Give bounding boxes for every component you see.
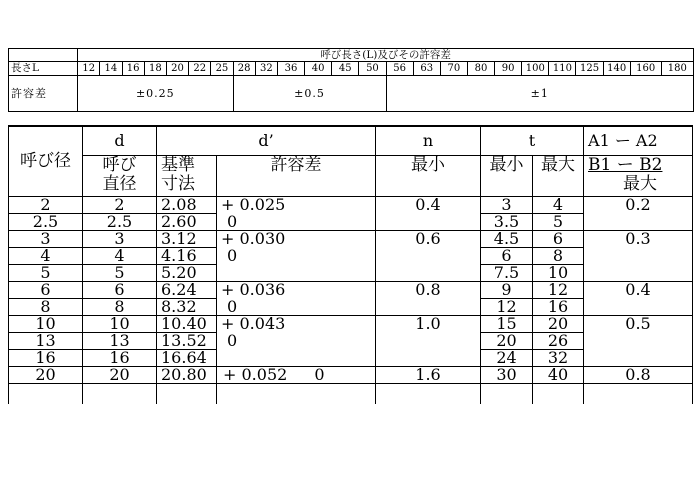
nominal-cell: 5	[9, 265, 83, 282]
n-min-header	[376, 156, 481, 197]
t-max-label: 最大	[541, 155, 576, 175]
t-max-header	[533, 156, 584, 197]
n-header: n	[376, 126, 481, 156]
length-cell: 28	[233, 62, 255, 76]
d-prime-tolerance-header	[217, 156, 376, 197]
t-min-cell: 20	[481, 333, 533, 350]
length-cell: 63	[413, 62, 440, 76]
length-cell: 36	[277, 62, 304, 76]
nominal-cell: 16	[9, 350, 83, 367]
d-prime-cell: 16.64	[157, 350, 217, 367]
n-min-cell: 0.4	[376, 197, 481, 231]
t-max-cell: 32	[533, 350, 584, 367]
length-cell: 18	[144, 62, 166, 76]
t-header: t	[481, 126, 584, 156]
t-max-cell: 6	[533, 231, 584, 248]
nominal-cell: 8	[9, 299, 83, 316]
b1b2-label: B1 ー B2	[588, 155, 663, 175]
tolerance-upper: + 0.043	[221, 314, 286, 333]
ab-max-cell: 0.8	[584, 367, 693, 384]
header-row-2	[9, 156, 693, 197]
table-row	[9, 231, 693, 248]
d-cell: 3	[83, 231, 157, 248]
dimension-table	[8, 125, 693, 404]
length-cell: 125	[576, 62, 603, 76]
d-cell: 4	[83, 248, 157, 265]
d-prime-cell: 5.20	[157, 265, 217, 282]
t-min-header	[481, 156, 533, 197]
tolerance-cell	[217, 197, 376, 231]
tolerance-group-cell: ±0.25	[78, 76, 233, 112]
nominal-cell: 4	[9, 248, 83, 265]
length-cell: 56	[386, 62, 413, 76]
nominal-header	[9, 151, 83, 197]
t-min-cell: 3	[481, 197, 533, 214]
length-cell: 40	[305, 62, 332, 76]
t-min-cell: 6	[481, 248, 533, 265]
t-min-cell: 12	[481, 299, 533, 316]
d-cell: 5	[83, 265, 157, 282]
t-min-cell: 30	[481, 367, 533, 384]
table-row	[9, 282, 693, 299]
empty-row	[9, 384, 693, 405]
length-cell: 160	[630, 62, 661, 76]
t-max-cell: 12	[533, 282, 584, 299]
table-row	[9, 197, 693, 214]
t-max-cell: 5	[533, 214, 584, 231]
nominal-cell: 10	[9, 316, 83, 333]
table-row	[9, 316, 693, 333]
empty-cell	[157, 384, 217, 405]
tolerance-upper: + 0.052	[223, 365, 288, 384]
t-min-cell: 3.5	[481, 214, 533, 231]
t-max-cell: 8	[533, 248, 584, 265]
ab-max-cell: 0.4	[584, 282, 693, 316]
t-min-cell: 15	[481, 316, 533, 333]
length-cell: 16	[122, 62, 144, 76]
d-nominal-line2: 直径	[102, 174, 137, 194]
length-tolerance-row	[9, 76, 694, 112]
d-nominal-line1: 呼び	[102, 155, 137, 175]
d-prime-basic-header	[157, 156, 217, 197]
length-cell: 110	[549, 62, 576, 76]
d-prime-cell: 4.16	[157, 248, 217, 265]
ab-max-cell: 0.2	[584, 197, 693, 231]
d-header: d	[83, 126, 157, 156]
ab-max-label: 最大	[623, 174, 658, 194]
d-cell: 2.5	[83, 214, 157, 231]
length-tolerance-table	[8, 48, 694, 112]
length-row-label: 長さL	[9, 62, 78, 76]
n-min-cell: 0.6	[376, 231, 481, 282]
t-max-cell: 20	[533, 316, 584, 333]
t-max-cell: 16	[533, 299, 584, 316]
a1a2-header: A1 ー A2	[584, 126, 693, 156]
tolerance-group-cell: ±0.5	[233, 76, 386, 112]
t-max-cell: 40	[533, 367, 584, 384]
length-cell: 22	[189, 62, 211, 76]
nominal-cell: 6	[9, 282, 83, 299]
empty-cell	[481, 384, 533, 405]
d-prime-cell: 6.24	[157, 282, 217, 299]
tolerance-lower: 0	[227, 331, 238, 350]
nominal-header-label: 呼び径	[20, 151, 71, 172]
tolerance-cell	[217, 367, 376, 384]
empty-cell	[584, 384, 693, 405]
nominal-cell: 2	[9, 197, 83, 214]
d-prime-cell: 10.40	[157, 316, 217, 333]
t-min-cell: 4.5	[481, 231, 533, 248]
t-max-cell: 26	[533, 333, 584, 350]
length-cell: 180	[661, 62, 693, 76]
length-cell: 45	[332, 62, 359, 76]
t-min-cell: 9	[481, 282, 533, 299]
d-prime-tolerance-label: 許容差	[270, 155, 322, 175]
tolerance-lower: 0	[227, 212, 238, 231]
t-min-label: 最小	[489, 155, 524, 175]
ab-max-cell: 0.3	[584, 231, 693, 282]
nominal-cell: 3	[9, 231, 83, 248]
d-cell: 2	[83, 197, 157, 214]
tolerance-upper: + 0.025	[221, 195, 286, 214]
d-prime-cell: 13.52	[157, 333, 217, 350]
length-cell: 25	[211, 62, 233, 76]
length-table-title: 呼び長さ(L)及びその許容差	[78, 49, 694, 62]
n-min-cell: 0.8	[376, 282, 481, 316]
length-cell: 100	[522, 62, 549, 76]
t-min-cell: 7.5	[481, 265, 533, 282]
length-cell: 80	[467, 62, 494, 76]
nominal-cell: 20	[9, 367, 83, 384]
ab-max-cell: 0.5	[584, 316, 693, 367]
empty-cell	[9, 384, 83, 405]
d-cell: 16	[83, 350, 157, 367]
tolerance-upper: + 0.030	[221, 229, 286, 248]
tolerance-lower: 0	[227, 297, 238, 316]
table-row	[9, 367, 693, 384]
length-cell: 90	[495, 62, 522, 76]
length-table-corner	[9, 49, 78, 62]
tolerance-cell	[217, 231, 376, 282]
length-cell: 70	[440, 62, 467, 76]
length-cell: 20	[166, 62, 188, 76]
d-prime-cell: 20.80	[157, 367, 217, 384]
d-prime-header: d’	[157, 126, 376, 156]
t-min-cell: 24	[481, 350, 533, 367]
empty-cell	[83, 384, 157, 405]
tolerance-lower: 0	[227, 246, 238, 265]
length-row	[9, 62, 694, 76]
tolerance-group-cell: ±1	[386, 76, 694, 112]
d-prime-cell: 3.12	[157, 231, 217, 248]
tolerance-row-label: 許容差	[9, 76, 78, 112]
length-cell: 12	[78, 62, 100, 76]
d-cell: 10	[83, 316, 157, 333]
d-nominal-header	[83, 156, 157, 197]
d-cell: 6	[83, 282, 157, 299]
tolerance-lower: 0	[314, 365, 325, 384]
header-row-1	[9, 126, 693, 156]
t-max-cell: 10	[533, 265, 584, 282]
d-prime-cell: 2.60	[157, 214, 217, 231]
d-cell: 13	[83, 333, 157, 350]
tolerance-cell	[217, 316, 376, 367]
d-prime-basic-line2: 寸法	[161, 174, 195, 194]
length-cell: 50	[359, 62, 386, 76]
n-min-cell: 1.0	[376, 316, 481, 367]
empty-cell	[376, 384, 481, 405]
nominal-cell: 2.5	[9, 214, 83, 231]
length-cell: 32	[255, 62, 277, 76]
tolerance-cell	[217, 282, 376, 316]
d-cell: 8	[83, 299, 157, 316]
n-min-cell: 1.6	[376, 367, 481, 384]
nominal-cell: 13	[9, 333, 83, 350]
tolerance-upper: + 0.036	[221, 280, 286, 299]
t-max-cell: 4	[533, 197, 584, 214]
empty-cell	[217, 384, 376, 405]
n-min-label: 最小	[411, 155, 446, 175]
d-prime-cell: 8.32	[157, 299, 217, 316]
b1b2-header	[584, 156, 693, 197]
d-cell: 20	[83, 367, 157, 384]
length-cell: 140	[603, 62, 630, 76]
d-prime-basic-line1: 基準	[161, 155, 195, 175]
length-cell: 14	[100, 62, 122, 76]
empty-cell	[533, 384, 584, 405]
d-prime-cell: 2.08	[157, 197, 217, 214]
